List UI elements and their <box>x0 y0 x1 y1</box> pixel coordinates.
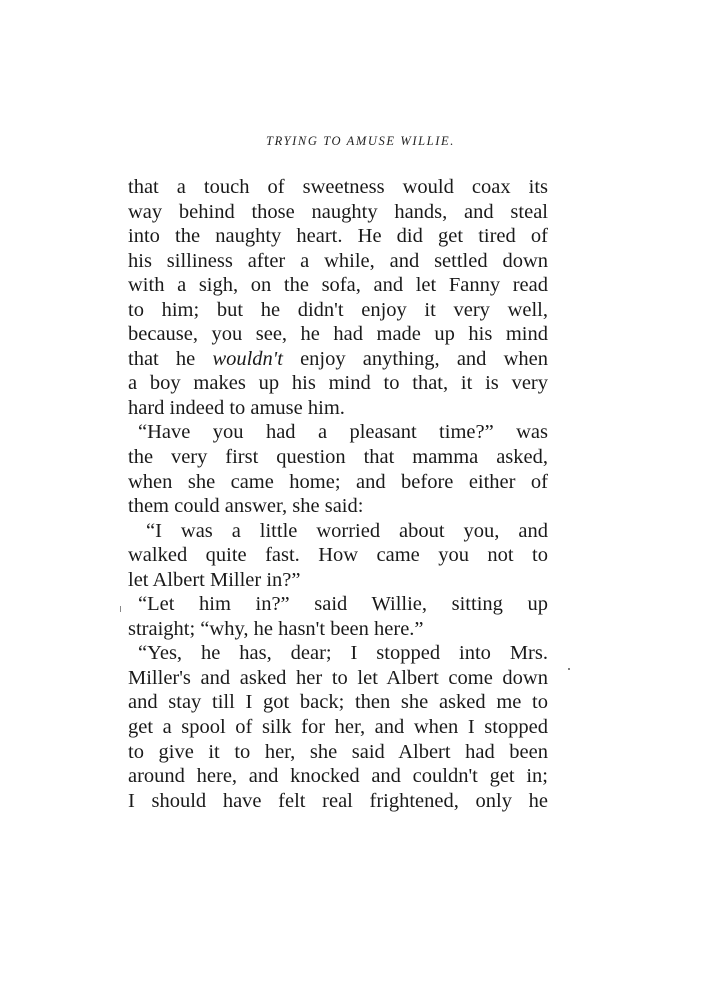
text-line: way behind those naughty hands, and steal <box>128 200 548 223</box>
text-line: to give it to her, she said Albert had been <box>128 740 548 763</box>
text-line: a boy makes up his mind to that, it is very <box>128 372 548 395</box>
text-line: “Let him in?” said Willie, sitting up <box>138 593 548 616</box>
text-line: walked quite fast. How came you not to <box>128 544 548 567</box>
body-text <box>128 175 548 813</box>
text-line: because, you see, he had made up his mind <box>128 323 548 346</box>
text-line: his silliness after a while, and settled down <box>128 249 548 272</box>
text-line: with a sigh, on the sofa, and let Fanny read <box>128 274 548 297</box>
print-speck <box>120 606 121 612</box>
text-line: “I was a little worried about you, and <box>146 519 548 542</box>
text-line: and stay till I got back; then she asked me to <box>128 691 548 714</box>
text-line: I should have felt real frightened, only he <box>128 789 548 812</box>
text-line: straight; “why, he hasn't been here.” <box>128 617 424 640</box>
text-line: “Yes, he has, dear; I stopped into Mrs. <box>138 642 548 665</box>
text-line: “Have you had a pleasant time?” was <box>138 421 548 444</box>
text-line: when she came home; and before either of <box>128 470 548 493</box>
print-speck <box>568 668 570 670</box>
text-line: them could answer, she said: <box>128 495 364 518</box>
text-line: Miller's and asked her to let Albert come down <box>128 666 548 689</box>
text-line: let Albert Miller in?” <box>128 568 301 591</box>
italic-word: wouldn't <box>212 347 283 370</box>
text-line: around here, and knocked and couldn't get in; <box>128 765 548 788</box>
text-line: get a spool of silk for her, and when I stopped <box>128 716 548 739</box>
running-head: TRYING TO AMUSE WILLIE. <box>266 134 455 148</box>
text-line: the very first question that mamma asked, <box>128 446 548 469</box>
text-line: hard indeed to amuse him. <box>128 396 345 419</box>
text-fragment: enjoy anything, and when <box>282 347 548 370</box>
text-fragment: that he <box>128 347 213 370</box>
text-line-with-italic <box>128 347 548 372</box>
text-line: to him; but he didn't enjoy it very well, <box>128 298 548 321</box>
text-line: that a touch of sweetness would coax its <box>128 176 548 198</box>
text-line: into the naughty heart. He did get tired of <box>128 225 548 248</box>
